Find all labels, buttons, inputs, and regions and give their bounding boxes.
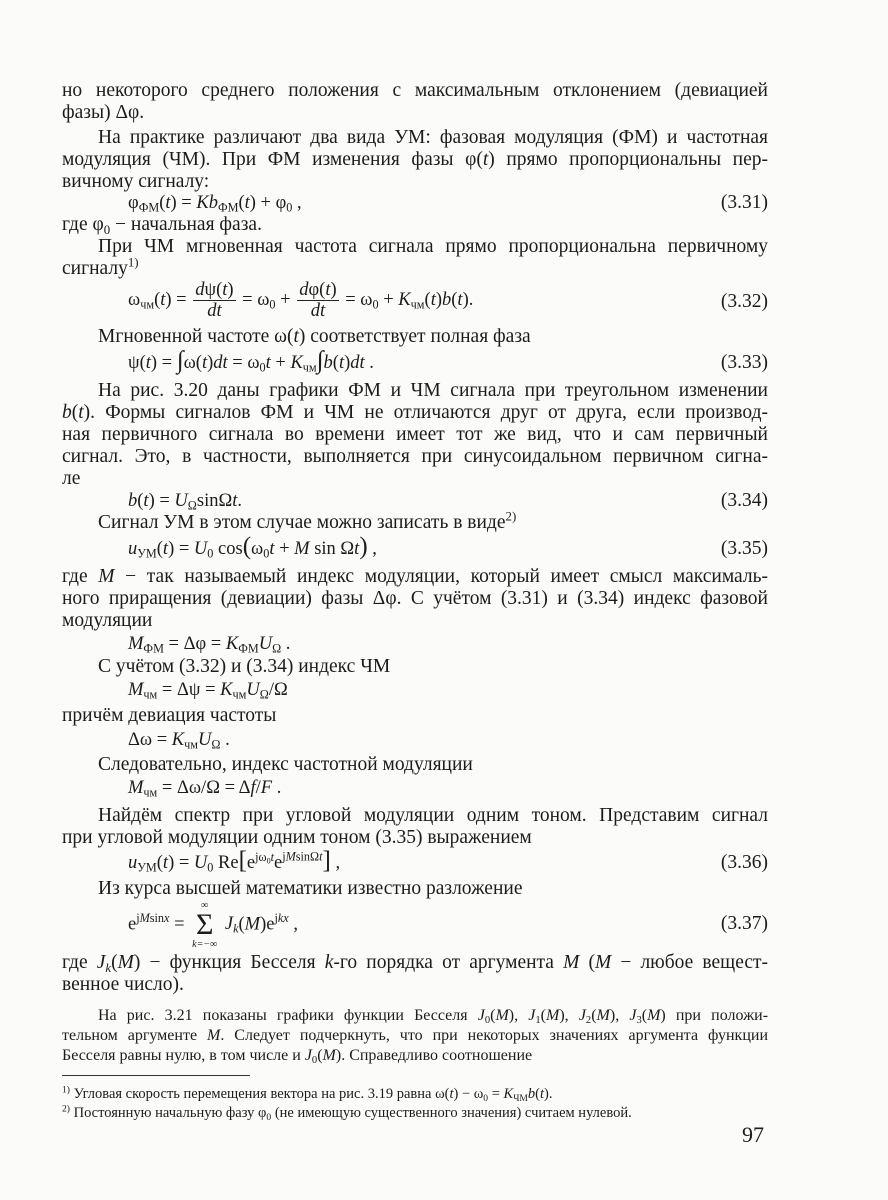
equation-m-chm-2: $M_{чм} = \Delta\omega/\Omega = \Delta f/F$ .: [128, 778, 282, 800]
equation-label: (3.36): [720, 852, 768, 873]
text-line: На рис. 3.20 даны графики ФМ и ЧМ сигнала при треугольном изменении: [98, 380, 768, 401]
text-line: венное число).: [62, 974, 184, 995]
text-line: сигналу$^{1)}$: [62, 255, 139, 279]
equation-3-35: $u_{УМ}(t) = U_0$ $\cos(\omega_0t + M$ sin Ωt) ,: [128, 533, 377, 561]
equation-3-36: $u_{УМ}(t) = U_0$ $Re[e^{j\omega_0t}e^{jMsin\Omega t}]$ ,: [128, 847, 341, 875]
equation-label: (3.37): [720, 913, 768, 934]
text-line: ного приращения (девиации) фазы Δφ. С учётом (3.31) и (3.34) индекс фазовой: [62, 588, 768, 609]
equation-label: (3.31): [720, 192, 768, 213]
equation-delta-omega: $\Delta\omega = K_{чм}U_\Omega$ .: [128, 730, 230, 752]
text-line: где M − так называемый индекс модуляции, который имеет смысл максималь-: [62, 566, 768, 587]
small-text-line: На рис. 3.21 показаны графики функции Бесселя $J_0(M)$, $J_1(M)$, $J_2(M)$, $J_3(M)$ при положи-: [98, 1007, 769, 1027]
text-line: При ЧМ мгновенная частота сигнала прямо пропорциональна первичному: [98, 236, 768, 257]
equation-3-33: $\psi(t) = \int\omega(t)dt = \omega_0t + K_{чм}\int b(t)dt$ .: [128, 347, 374, 375]
text-line: сигнал. Это, в частности, выполняется при синусоидальном первичном сигна-: [62, 446, 768, 467]
text-line: модуляция (ЧМ). При ФМ изменения фазы φ(t) прямо пропорциональны пер-: [62, 149, 768, 170]
text-line: Следовательно, индекс частотной модуляции: [98, 754, 473, 775]
text-line: при угловой модуляции одним тоном (3.35) выражением: [62, 827, 532, 848]
page-number: 97: [742, 1122, 764, 1147]
text-line: На практике различают два вида УМ: фазовая модуляция (ФМ) и частотная: [98, 127, 768, 148]
equation-m-chm: $M_{чм} = \Delta\psi = K_{чм}U_\Omega/\Omega$: [128, 680, 288, 702]
text-line: где $J_k(M)$ − функция Бесселя k-го порядка от аргумента M (M − любое вещест-: [62, 952, 769, 975]
footnote-2: $^{2)}$ Постоянную начальную фазу $\varphi_0$ (не имеющую существенного значения) считаем нулевой.: [62, 1103, 632, 1123]
equation-label: (3.33): [720, 352, 768, 373]
small-text-line: тельном аргументе M. Следует подчеркнуть, что при некоторых значениях аргумента функции: [62, 1027, 769, 1044]
text-line: С учётом (3.32) и (3.34) индекс ЧМ: [98, 656, 391, 677]
text-line: b(t). Формы сигналов ФМ и ЧМ не отличаются друг от друга, если производ-: [62, 402, 768, 423]
text-line: Сигнал УМ в этом случае можно записать в виде$^{2)}$: [98, 509, 517, 533]
text-line: вичному сигналу:: [62, 171, 210, 192]
equation-m-fm: $M_{ФМ} = \Delta\varphi = K_{ФМ}U_\Omega$ .: [128, 634, 291, 656]
text-line: Найдём спектр при угловой модуляции одним тоном. Представим сигнал: [98, 805, 768, 826]
equation-3-31: $\varphi_{ФМ}(t) = Kb_{ФМ}(t) + \varphi_0$ ,: [128, 193, 302, 215]
equation-label: (3.32): [720, 291, 768, 312]
text-line: ле: [62, 468, 81, 489]
text-line: Мгновенной частоте ω(t) соответствует полная фаза: [98, 326, 531, 347]
text-line: модуляции: [62, 610, 153, 631]
text-line: ная первичного сигнала во времени имеет тот же вид, что и сам первичный: [62, 424, 768, 445]
text-line: причём девиация частоты: [62, 705, 277, 726]
footnote-1: $^{1)}$ Угловая скорость перемещения вектора на рис. 3.19 равна $\omega(t) - \omega_0 = K_{ЧМ}b(t)$.: [62, 1084, 553, 1104]
equation-3-34: $b(t) = U_\Omega\sin\Omega t$.: [128, 491, 242, 513]
text-line: но некоторого среднего положения с максимальным отклонением (девиацией: [62, 80, 768, 101]
text-line: фазы) Δφ.: [62, 102, 145, 123]
text-line: Из курса высшей математики известно разложение: [98, 878, 523, 899]
text-line: где $\varphi_0$ − начальная фаза.: [62, 214, 262, 237]
equation-label: (3.34): [720, 490, 768, 511]
equation-3-32: $\omega_{чм}(t)$ = $\frac{d\psi(t)}{dt}$ = $\omega_0$ + $\frac{d\varphi(t)}{dt}$ = $\omega_0 + K_{чм}(t)b(t)$.: [128, 280, 474, 321]
equation-3-37: $e^{jMsinx}$ = ∞ Σ k=−∞ $J_k(M)e^{jkx}$ ,: [128, 900, 298, 950]
small-text-line: Бесселя равны нулю, в том числе и $J_0(M)$. Справедливо соотношение: [62, 1047, 533, 1067]
footnote-rule: [62, 1075, 250, 1076]
equation-label: (3.35): [720, 538, 768, 559]
